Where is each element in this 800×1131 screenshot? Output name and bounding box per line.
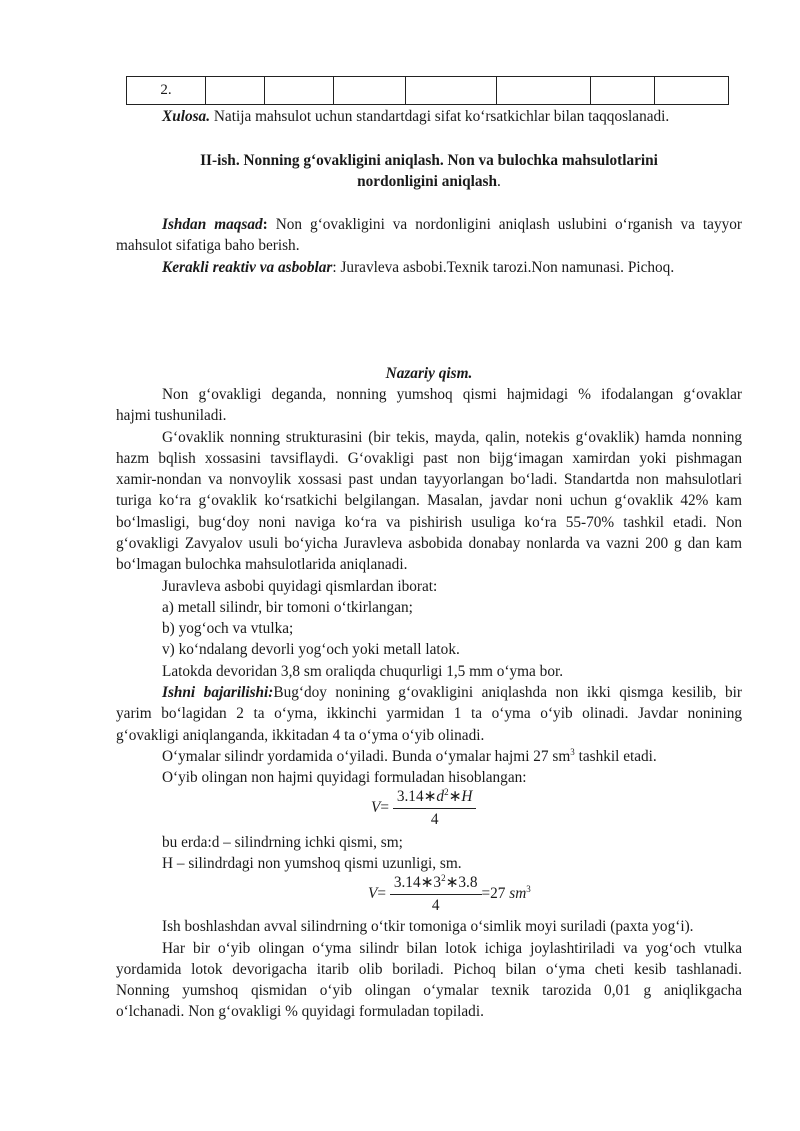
formula1-num-a: 3.14∗ (396, 788, 437, 805)
formula1-num-d: d (436, 788, 445, 805)
nazariy-title: Nazariy qism. (385, 365, 473, 382)
bajarilishi-text: Bug‘doy nonining g‘ovakligini aniqlashda non ikki qismga kesilib, bir (273, 684, 742, 701)
maqsad-line1 (162, 214, 742, 235)
maqsad-label: Ishdan maqsad (162, 216, 263, 233)
p2-line: hazm bqlish xossasini tavsiflaydi. G‘ovakligi past non bijg‘imagan xamirdan yoki pishmagan (116, 450, 742, 467)
p2-line: g‘ovakligi Zavyalov usuli bo‘yicha Juravleva asbobida donabay nonlarda va vazni 200 g dan kam (116, 535, 742, 552)
last-paragraph-line: o‘lchanadi. Non g‘ovakligi % quyidagi formuladan topiladi. (116, 1003, 484, 1020)
asbob-item-v: v) ko‘ndalang devorli yog‘och yoki metall latok. (162, 641, 460, 658)
asbob-item-a: a) metall silindr, bir tomoni o‘tkirlangan; (162, 599, 413, 616)
oymalar-sup: 3 (570, 747, 575, 757)
section-heading-line2 (116, 171, 742, 192)
oymalar-tail: tashkil etadi. (574, 748, 657, 765)
formula1-num-h: H (461, 788, 473, 805)
last-paragraph-line: Nonning yumshoq qismidan o‘yib olingan o‘ymalar texnik tarozida 0,01 g aniqlikgacha (116, 982, 742, 999)
maqsad-text: Non g‘ovakligini va nordonligini aniqlash uslubini o‘rganish va tayyor (267, 216, 742, 233)
asbob-item-b: b) yog‘och va vtulka; (162, 620, 294, 637)
formula2-num-sup: 2 (441, 873, 446, 883)
formula1-num-sup: 2 (444, 787, 449, 797)
p2-line: turiga ko‘ra g‘ovaklik ko‘rsatkichi belgilangan. Masalan, javdar noni uchun g‘ovaklik 42% kam (116, 492, 742, 509)
maqsad-line2: mahsulot sifatiga baho berish. (116, 237, 300, 254)
formula2-rhs: =27 (481, 885, 506, 903)
reaktiv-line (162, 257, 742, 278)
table-cell (206, 77, 265, 105)
volume-formula (371, 788, 476, 829)
formula2-denominator: 4 (431, 897, 440, 914)
hajm-intro: O‘yib olingan non hajmi quyidagi formuladan hisoblangan: (162, 769, 527, 786)
h-definition-line: H – silindrdagi non yumshoq qismi uzunligi, sm. (162, 855, 462, 872)
formula2-eq: = (377, 885, 386, 903)
asbob-intro: Juravleva asbobi quyidagi qismlardan iborat: (162, 578, 438, 595)
formula2-fraction (390, 874, 482, 915)
xulosa-text: Natija mahsulot uchun standartdagi sifat ko‘rsatkichlar bilan taqqoslanadi. (210, 108, 670, 125)
formula2-unit: sm (509, 885, 527, 903)
volume-calculation (368, 874, 531, 915)
section-heading-line1: II-ish. Nonning g‘ovakligini aniqlash. Non va bulochka mahsulotlarini (200, 152, 658, 169)
table-cell (655, 77, 729, 105)
formula2-numerator (390, 874, 482, 895)
table-cell-row-label: 2. (127, 77, 206, 105)
last-paragraph-line: Har bir o‘yib olingan o‘yma silindr bilan lotok ichiga joylashtiriladi va yog‘och vtulka (162, 940, 742, 957)
last-paragraph-line: yordamida lotok devorigacha itarib olib boriladi. Pichoq bilan o‘yma cheti kesib tashlanadi. (116, 961, 742, 978)
p1-line: Non g‘ovakligi deganda, nonning yumshoq qismi hajmidagi % ifodalangan g‘ovaklar (162, 386, 742, 403)
p2-line: bo‘lmagan bulochka mahsulotlarida aniqlanadi. (116, 556, 408, 573)
bajarilishi-line2: yarim bo‘lagidan 2 ta o‘yma, ikkinchi yarmidan 1 ta o‘yma o‘yib olinadi. Javdar nonining (116, 705, 742, 722)
bu-erda-line: bu erda:d – silindrning ichki qismi, sm; (162, 834, 403, 851)
maqsad-colon: : (262, 216, 268, 233)
reaktiv-text: : Juravleva asbobi.Texnik tarozi.Non namunasi. Pichoq. (332, 259, 675, 276)
table-cell (265, 77, 334, 105)
formula1-num-b: ∗ (448, 788, 462, 805)
table-cell (334, 77, 406, 105)
table-row (127, 77, 729, 105)
p1-line: hajmi tushuniladi. (116, 407, 227, 424)
table-cell (591, 77, 655, 105)
formula1-denominator: 4 (430, 811, 439, 828)
reaktiv-label: Kerakli reaktiv va asboblar (162, 259, 333, 276)
formula2-num-a: 3.14∗3 (393, 874, 442, 891)
oymalar-line (162, 746, 742, 767)
xulosa-paragraph (162, 106, 742, 127)
bajarilishi-line1 (162, 682, 742, 703)
oymalar-text: O‘ymalar silindr yordamida o‘yiladi. Bunda o‘ymalar hajmi 27 sm (162, 748, 571, 765)
formula1-lhs: V (371, 799, 381, 817)
moy-line: Ish boshlashdan avval silindrning o‘tkir tomoniga o‘simlik moyi suriladi (paxta yog‘i). (162, 918, 694, 935)
formula2-unit-sup: 3 (526, 884, 531, 895)
section-heading-line2-tail: . (497, 173, 501, 190)
table-cell (406, 77, 497, 105)
latok-line: Latokda devoridan 3,8 sm oraliqda chuqurligi 1,5 mm o‘yma bor. (162, 663, 564, 680)
table-cell (497, 77, 591, 105)
xulosa-label: Xulosa. (162, 108, 211, 125)
formula2-lhs: V (368, 885, 378, 903)
bajarilishi-line3: g‘ovakligi aniqlanganda, ikkitadan 4 ta o‘yma o‘yib olinadi. (116, 727, 485, 744)
section-heading-line2-text: nordonligini aniqlash (357, 173, 498, 190)
formula1-eq: = (380, 799, 389, 817)
results-table (126, 76, 729, 105)
p2-line: bo‘lmasligi, bug‘doy noni naviga ko‘ra va pishirish usuliga ko‘ra 55-70% tashkil etadi. Non (116, 514, 742, 531)
p2-line: G‘ovaklik nonning strukturasini (bir tekis, mayda, qalin, notekis g‘ovaklik) hamda nonning (162, 429, 742, 446)
formula2-num-b: ∗3.8 (445, 874, 478, 891)
p2-line: xamir-nondan va nonvoylik xossasi past undan tayyorlangan bo‘ladi. Standartda non mahsulotlari (116, 471, 742, 488)
formula1-fraction (393, 788, 477, 829)
bajarilishi-label: Ishni bajarilishi: (162, 684, 274, 701)
formula1-numerator (393, 788, 477, 809)
